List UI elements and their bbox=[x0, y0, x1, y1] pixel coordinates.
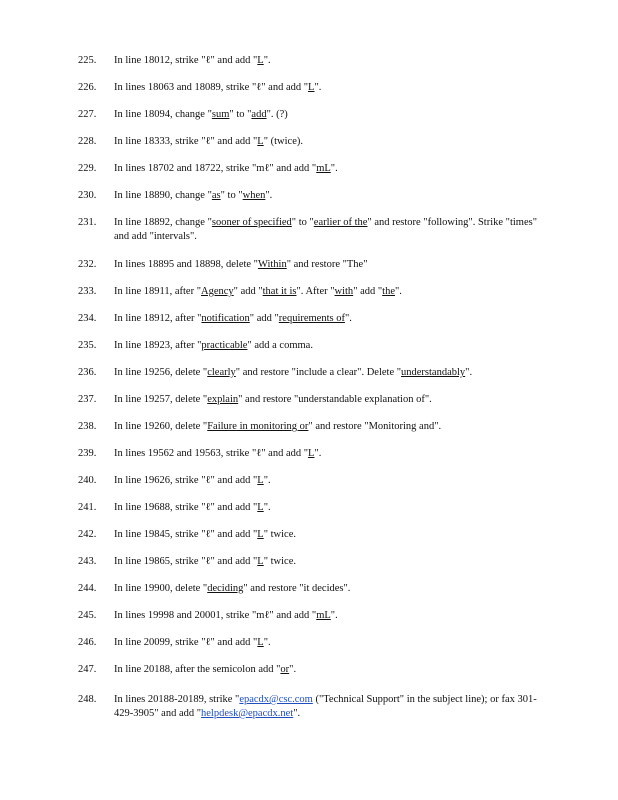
text-segment: In line 19900, delete " bbox=[114, 583, 208, 594]
item-text bbox=[114, 393, 544, 407]
inserted-text: L bbox=[257, 556, 264, 567]
text-segment: In line 18911, after " bbox=[114, 286, 201, 297]
text-segment: " add " bbox=[353, 286, 383, 297]
text-segment: ". bbox=[263, 637, 271, 648]
inserted-text: sum bbox=[211, 109, 230, 120]
inserted-text: add bbox=[251, 109, 267, 120]
text-segment: ". bbox=[265, 190, 273, 201]
inserted-text: understandably bbox=[401, 367, 466, 378]
text-segment: In lines 19998 and 20001, strike "mℓ" and add " bbox=[114, 610, 317, 621]
item-text bbox=[114, 663, 544, 677]
item-number: 243. bbox=[78, 556, 97, 567]
inserted-text: L bbox=[257, 136, 264, 147]
inserted-text: that it is bbox=[262, 286, 297, 297]
inserted-text: L bbox=[257, 475, 264, 486]
text-segment: In line 19257, delete " bbox=[114, 394, 208, 405]
text-segment: ". bbox=[344, 313, 352, 324]
item-text bbox=[114, 189, 544, 203]
item-number: 247. bbox=[78, 664, 97, 675]
text-segment: " to " bbox=[220, 190, 243, 201]
email-link[interactable]: epacdx@csc.com bbox=[239, 694, 313, 705]
inserted-text: L bbox=[257, 55, 264, 66]
text-segment: In line 18912, after " bbox=[114, 313, 202, 324]
text-segment: " and restore "understandable explanation of". bbox=[238, 394, 432, 405]
item-number: 228. bbox=[78, 136, 97, 147]
text-segment: In line 20099, strike "ℓ" and add " bbox=[114, 637, 258, 648]
text-segment: In lines 18702 and 18722, strike "mℓ" and add " bbox=[114, 163, 317, 174]
text-segment: In line 19260, delete " bbox=[114, 421, 208, 432]
text-segment: ". bbox=[263, 55, 271, 66]
inserted-text: sooner of specified bbox=[211, 217, 292, 228]
text-segment: In line 19688, strike "ℓ" and add " bbox=[114, 502, 258, 513]
item-text bbox=[114, 108, 544, 122]
inserted-text: clearly bbox=[207, 367, 236, 378]
text-segment: ". (?) bbox=[266, 109, 288, 120]
text-segment: " and restore "following". Strike "times" and add "intervals". bbox=[114, 217, 537, 242]
item-text bbox=[114, 339, 544, 353]
inserted-text: Within bbox=[257, 259, 287, 270]
item-number: 233. bbox=[78, 286, 97, 297]
item-number: 232. bbox=[78, 259, 97, 270]
item-text bbox=[114, 528, 544, 542]
text-segment: ". bbox=[314, 448, 322, 459]
item-text bbox=[114, 162, 544, 176]
inserted-text: practicable bbox=[201, 340, 248, 351]
text-segment: ". bbox=[293, 708, 301, 719]
text-segment: ". After " bbox=[296, 286, 335, 297]
text-segment: " add " bbox=[249, 313, 279, 324]
item-number: 230. bbox=[78, 190, 97, 201]
text-segment: ". bbox=[395, 286, 402, 297]
item-text bbox=[114, 366, 544, 380]
text-segment: " twice. bbox=[263, 529, 296, 540]
text-segment: " twice. bbox=[263, 556, 296, 567]
text-segment: " to " bbox=[291, 217, 314, 228]
item-text bbox=[114, 285, 544, 299]
item-text bbox=[114, 135, 544, 149]
text-segment: In line 18012, strike "ℓ" and add " bbox=[114, 55, 258, 66]
text-segment: " add a comma. bbox=[247, 340, 313, 351]
item-number: 238. bbox=[78, 421, 97, 432]
item-number: 248. bbox=[78, 694, 97, 705]
text-segment: ". bbox=[330, 163, 338, 174]
text-segment: In lines 18063 and 18089, strike "ℓ" and add " bbox=[114, 82, 309, 93]
inserted-text: mL bbox=[316, 163, 331, 174]
inserted-text: Failure in monitoring or bbox=[207, 421, 309, 432]
inserted-text: deciding bbox=[207, 583, 244, 594]
text-segment: " and restore "Monitoring and". bbox=[308, 421, 442, 432]
text-segment: ("Technical Support" in the subject line); or fax 301-429-3905" and add " bbox=[114, 694, 537, 719]
item-number: 231. bbox=[78, 217, 97, 228]
text-segment: ". bbox=[263, 502, 271, 513]
inserted-text: as bbox=[211, 190, 221, 201]
text-segment: In lines 18895 and 18898, delete " bbox=[114, 259, 258, 270]
inserted-text: L bbox=[308, 448, 315, 459]
text-segment: In line 18094, change " bbox=[114, 109, 212, 120]
item-text bbox=[114, 216, 544, 244]
item-text bbox=[114, 54, 544, 68]
text-segment: In line 18333, strike "ℓ" and add " bbox=[114, 136, 258, 147]
text-segment: " and restore "it decides". bbox=[243, 583, 351, 594]
inserted-text: L bbox=[308, 82, 315, 93]
inserted-text: when bbox=[242, 190, 266, 201]
item-number: 225. bbox=[78, 55, 97, 66]
item-text bbox=[114, 582, 544, 596]
email-link[interactable]: helpdesk@epacdx.net bbox=[201, 708, 294, 719]
item-text bbox=[114, 312, 544, 326]
text-segment: ". bbox=[289, 664, 297, 675]
item-number: 240. bbox=[78, 475, 97, 486]
text-segment: In line 19865, strike "ℓ" and add " bbox=[114, 556, 258, 567]
item-number: 245. bbox=[78, 610, 97, 621]
text-segment: ". bbox=[465, 367, 473, 378]
item-text bbox=[114, 447, 544, 461]
item-number: 226. bbox=[78, 82, 97, 93]
text-segment: " to " bbox=[229, 109, 252, 120]
inserted-text: with bbox=[334, 286, 354, 297]
item-number: 229. bbox=[78, 163, 97, 174]
inserted-text: L bbox=[257, 529, 264, 540]
text-segment: In line 18892, change " bbox=[114, 217, 212, 228]
inserted-text: Agency bbox=[201, 286, 234, 297]
item-number: 234. bbox=[78, 313, 97, 324]
item-number: 246. bbox=[78, 637, 97, 648]
inserted-text: or bbox=[280, 664, 290, 675]
text-segment: In line 18923, after " bbox=[114, 340, 202, 351]
text-segment: In lines 19562 and 19563, strike "ℓ" and add " bbox=[114, 448, 309, 459]
item-text bbox=[114, 501, 544, 515]
item-number: 236. bbox=[78, 367, 97, 378]
text-segment: In line 19256, delete " bbox=[114, 367, 208, 378]
text-segment: ". bbox=[330, 610, 338, 621]
item-text bbox=[114, 636, 544, 650]
text-segment: " and restore "The" bbox=[286, 259, 368, 270]
text-segment: In line 18890, change " bbox=[114, 190, 212, 201]
item-text bbox=[114, 474, 544, 488]
text-segment: In line 19626, strike "ℓ" and add " bbox=[114, 475, 258, 486]
item-number: 237. bbox=[78, 394, 97, 405]
item-number: 242. bbox=[78, 529, 97, 540]
text-segment: ". bbox=[263, 475, 271, 486]
item-text bbox=[114, 555, 544, 569]
text-segment: " add " bbox=[233, 286, 263, 297]
inserted-text: earlier of the bbox=[313, 217, 368, 228]
inserted-text: explain bbox=[207, 394, 239, 405]
item-text bbox=[114, 258, 544, 272]
text-segment: " and restore "include a clear". Delete " bbox=[235, 367, 402, 378]
inserted-text: the bbox=[382, 286, 395, 297]
item-text bbox=[114, 81, 544, 95]
item-text bbox=[114, 420, 544, 434]
item-number: 244. bbox=[78, 583, 97, 594]
text-segment: " (twice). bbox=[263, 136, 303, 147]
inserted-text: L bbox=[257, 502, 264, 513]
inserted-text: requirements of bbox=[278, 313, 345, 324]
item-number: 235. bbox=[78, 340, 97, 351]
item-number: 239. bbox=[78, 448, 97, 459]
inserted-text: L bbox=[257, 637, 264, 648]
inserted-text: mL bbox=[316, 610, 331, 621]
text-segment: In line 20188, after the semicolon add " bbox=[114, 664, 281, 675]
inserted-text: notification bbox=[201, 313, 250, 324]
item-number: 241. bbox=[78, 502, 97, 513]
text-segment: In lines 20188-20189, strike " bbox=[114, 694, 240, 705]
item-text bbox=[114, 609, 544, 623]
item-number: 227. bbox=[78, 109, 97, 120]
text-segment: In line 19845, strike "ℓ" and add " bbox=[114, 529, 258, 540]
text-segment: ". bbox=[314, 82, 322, 93]
item-text bbox=[114, 693, 544, 721]
